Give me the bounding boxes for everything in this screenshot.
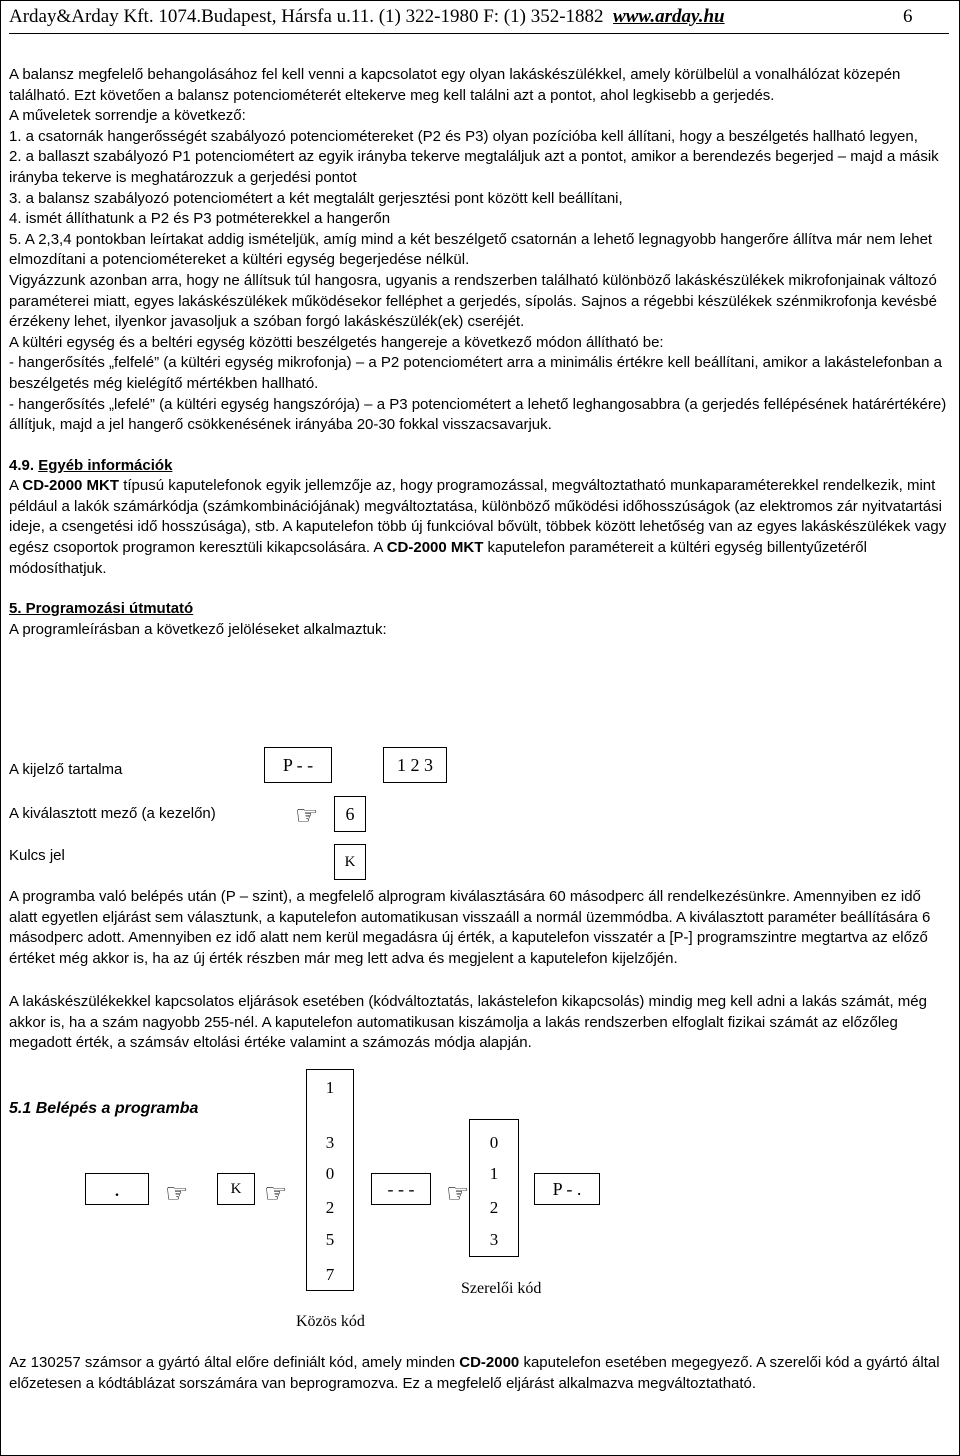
pointing-hand-icon: ☞ [264, 1179, 288, 1209]
main-content [9, 65, 947, 640]
company-info: Arday&Arday Kft. 1074.Budapest, Hársfa u.11. (1) 322-1980 F: (1) 352-1882 [9, 6, 604, 27]
code-digit: 1 [325, 1078, 335, 1097]
header-divider [9, 33, 949, 34]
list-item: 4. ismét állíthatunk a P2 és P3 potméterekkel a hangerőn [9, 210, 391, 228]
list-item: 3. a balansz szabályozó potenciométert a két megtalált gerjesztési pont között kell beállítani, [9, 189, 623, 207]
pointing-hand-icon: ☞ [446, 1179, 470, 1209]
section-5-paragraph: A lakáskészülékekkel kapcsolatos eljárások esetében (kódváltoztatás, lakástelefon kikapcsolás) mindig meg kell adni a lakás számát, még akkor is, ha a szám nagyobb 255-nél. A kaputelefon automatikusan kiszámolja a lakás rendszerben elfoglalt fizikai számát az előzőleg megadott érték, a számsáv eltolási értéke valamint a számozás módja alapján. [9, 993, 927, 1052]
paragraph: - hangerősítés „lefelé” (a kültéri egység hangszórója) – a P3 potenciométert a lehető leghangosabbra (a gerjedés fellépésének határértékére) állítjuk, majd a jel hangerő csökkenésének irányába 20-30 fokkal visszacsavarjuk. [9, 395, 947, 434]
website-link[interactable]: www.arday.hu [613, 6, 725, 27]
paragraph: A műveletek sorrendje a következő: [9, 107, 246, 125]
code-digit: 0 [325, 1164, 335, 1183]
pointing-hand-icon: ☞ [295, 801, 319, 831]
key-symbol-box: K [334, 844, 366, 880]
common-code-label: Közös kód [296, 1313, 365, 1330]
legend-display-box: 1 2 3 [383, 747, 447, 783]
page-header [9, 3, 949, 31]
list-item: 2. a ballaszt szabályozó P1 potenciométert az egyik irányba tekerve megtaláljuk azt a pontot, amikor a berendezés begerjed – majd a másik irányba tekerve is meghatározzuk a gerjedési pontot [9, 148, 939, 186]
code-digit: 0 [489, 1133, 499, 1152]
section-title: Egyéb információk [38, 456, 173, 474]
section-4-9-paragraph: A CD-2000 MKT típusú kaputelefonok egyik jellemzője az, hogy programozással, megváltoztatható munkaparaméterekkel rendelkezik, mint például a lakók számárkódja (számkombinációjának) megváltoztatása, különböző működési időhosszúságok (az elektromos zár nyitvatartási ideje, a csengetési idő hosszúsága), stb. A kaputelefon több új funkcióval bővült, többek között lehetőség van az egyes lakáskészülékek vagy egész csoportok programon keresztüli kikapcsolására. A CD-2000 MKT kaputelefon paramétereit a kültéri egység billentyűzetéről módosíthatjuk. [9, 477, 947, 577]
model-name: CD-2000 MKT [386, 539, 484, 557]
legend-key-label: Kulcs jel [9, 847, 65, 864]
page-number: 6 [903, 6, 913, 27]
code-digit: 2 [325, 1198, 335, 1217]
section-5-intro: A programleírásban a következő jelöléseket alkalmaztuk: [9, 620, 387, 638]
code-digit: 3 [325, 1133, 335, 1152]
paragraph: Vigyázzunk azonban arra, hogy ne állítsuk túl hangosra, ugyanis a rendszerben található különböző lakáskészülékek mikrofonjainak változó paraméterei miatt, egyes lakáskészülékek működésekor felléphet a gerjedés, sípolás. Sajnos a régebbi készülékek szénmikrofonja kevésbé érzékeny lehet, ilyenkor javasoljuk a szóban forgó lakáskészülék(ek) cseréjét. [9, 271, 937, 331]
display-dashes-box: - - - [371, 1173, 431, 1205]
paragraph: - hangerősítés „felfelé” (a kültéri egység mikrofonja) – a P2 potenciométert arra a minimális értékre kell beállítani, amikor a lakástelefonban a beszélgetés még kielégítő mértékben hallható. [9, 354, 942, 392]
paragraph: A balansz megfelelő behangolásához fel kell venni a kapcsolatot egy olyan lakáskészülékkel, amely körülbelül a vonalhálózat közepén található. Ezt követően a balansz potenciométerét eltekerve meg kell találni azt a pontot, ahol legkisebb a gerjedés. [9, 66, 901, 104]
section-5-1-heading: 5.1 Belépés a programba [9, 1100, 199, 1117]
legend-selected-box: 6 [334, 796, 366, 832]
installer-code-label: Szerelői kód [461, 1280, 542, 1297]
display-dot-box: . [85, 1173, 149, 1205]
model-name: CD-2000 [459, 1354, 520, 1371]
header-company [9, 3, 725, 31]
section-4-9-heading [9, 456, 947, 477]
section-5-paragraph: A programba való belépés után (P – szint), a megfelelő alprogram kiválasztására 60 másodperc áll rendelkezésünkre. Amennyiben ez idő alatt egyetlen eljárást sem választunk, a kaputelefon automatikusan visszaáll a normál üzemmódba. A kiválasztott paraméter beállítására 6 másodperc adott. Amennyiben ez idő alatt nem kerül megadásra új érték, a kaputelefon visszatér a [P-] programszintre megtartva az előző értéket még akkor is, ha az új érték részben már meg lett adva és megjelent a kaputelefon kijelzőjén. [9, 888, 931, 967]
pointing-hand-icon: ☞ [165, 1179, 189, 1209]
legend-display-label: A kijelző tartalma [9, 761, 123, 778]
display-result-box: P - . [534, 1173, 600, 1205]
list-item: 5. A 2,3,4 pontokban leírtakat addig ismételjük, amíg mind a két beszélgető csatornán a lehető legnagyobb hangerőre állítva már nem lehet elmozdítani a potenciométereket a kültéri egység begerjedése nélkül. [9, 230, 933, 269]
section-number: 4.9. [9, 456, 35, 474]
list-item: 1. a csatornák hangerősségét szabályozó potenciométereket (P2 és P3) olyan pozícióba kell állítani, hogy a beszélgetés hallható legyen, [9, 127, 918, 145]
legend-selected-label: A kiválasztott mező (a kezelőn) [9, 805, 216, 822]
key-symbol-box: K [217, 1173, 255, 1205]
code-digit: 3 [489, 1230, 499, 1249]
code-digit: 5 [325, 1230, 335, 1249]
code-digit: 2 [489, 1198, 499, 1217]
section-5-heading: 5. Programozási útmutató [9, 600, 194, 618]
code-digit: 7 [325, 1265, 335, 1284]
legend-display-box: P - - [264, 747, 332, 783]
section-5-1-paragraph: Az 130257 számsor a gyártó által előre definiált kód, amely minden CD-2000 kaputelefon esetében megegyező. A szerelői kód a gyártó által előzetesen a kódtáblázat sorszámára van beprogramozva. Ez a megfelelő eljárást alkalmazva megváltoztatható. [9, 1354, 940, 1392]
model-name: CD-2000 MKT [22, 477, 120, 495]
paragraph: A kültéri egység és a beltéri egység közötti beszélgetés hangereje a következő módon állítható be: [9, 333, 664, 351]
code-digit: 1 [489, 1164, 499, 1183]
